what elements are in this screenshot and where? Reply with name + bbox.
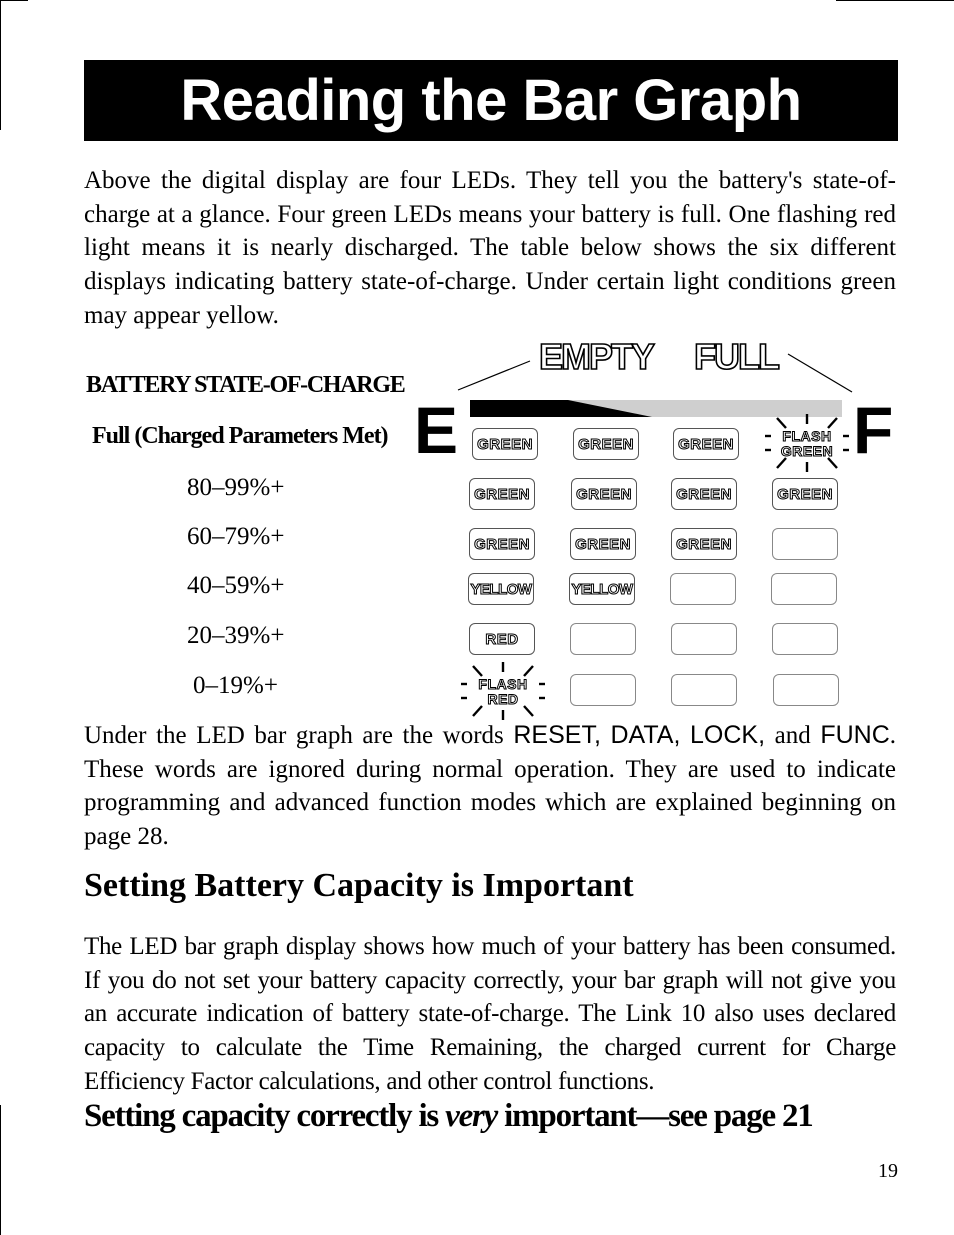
text-span: Setting capacity correctly is xyxy=(84,1098,446,1134)
led-flash-color-text: GREEN xyxy=(780,443,834,459)
led-green: GREEN xyxy=(469,478,535,510)
soc-row-label: 0–19%+ xyxy=(193,672,278,699)
word-data: DATA, xyxy=(610,721,681,749)
word-reset: RESET, xyxy=(513,721,601,749)
led-off xyxy=(773,674,839,706)
text-span: . These words are ignored during normal operation. They are used to indicate programming and advanced function modes which are explained beginning on page 28. xyxy=(84,722,896,851)
page-title: Reading the Bar Graph xyxy=(84,60,898,141)
text-span: important—see page 21 xyxy=(497,1098,813,1134)
intro-paragraph: Above the digital display are four LEDs. They tell you the battery's state-of-charge at a glance. Four green LEDs means your battery is full. One flashing red light means it is nearly discharged. The table below shows the six different displays indicating battery state-of-charge. Under certain light conditions green may appear yellow. xyxy=(84,167,896,329)
led-off xyxy=(671,623,737,655)
led-green: GREEN xyxy=(573,428,639,460)
led-yellow: YELLOW xyxy=(569,573,635,605)
scale-empty-label: EMPTY xyxy=(539,336,654,377)
capacity-callout xyxy=(84,1098,813,1135)
soc-row-label: 20–39%+ xyxy=(187,622,285,649)
led-green: GREEN xyxy=(469,528,535,560)
word-lock: LOCK, xyxy=(690,721,766,749)
led-flash-text: FLASH xyxy=(782,428,832,444)
scale-full-label: FULL xyxy=(694,336,778,377)
full-pointer-line xyxy=(788,354,852,392)
led-off xyxy=(771,573,837,605)
flash-rays-icon xyxy=(453,660,553,724)
word-func: FUNC xyxy=(820,721,890,749)
led-yellow: YELLOW xyxy=(468,573,534,605)
soc-full-label: Full (Charged Parameters Met) xyxy=(92,423,388,449)
led-green: GREEN xyxy=(673,428,739,460)
led-green: GREEN xyxy=(571,478,637,510)
led-off xyxy=(772,528,838,560)
page-number: 19 xyxy=(878,1160,898,1182)
led-green: GREEN xyxy=(472,428,538,460)
led-off xyxy=(570,674,636,706)
bar-graph-words-paragraph xyxy=(84,719,896,854)
emphasis-text: very xyxy=(445,1098,498,1134)
led-flash-text: FLASH xyxy=(478,676,528,692)
empty-letter: E xyxy=(414,393,459,467)
text-span: and xyxy=(765,722,821,749)
led-off xyxy=(671,674,737,706)
flash-rays-icon xyxy=(757,412,857,476)
empty-pointer-line xyxy=(458,361,530,390)
led-green: GREEN xyxy=(772,478,838,510)
full-letter: F xyxy=(853,393,894,467)
soc-heading: BATTERY STATE-OF-CHARGE xyxy=(86,372,405,398)
led-off xyxy=(570,623,636,655)
text-span: Under the LED bar graph are the words xyxy=(84,722,514,749)
soc-row-label: 80–99%+ xyxy=(187,474,285,501)
led-off xyxy=(670,573,736,605)
led-flash-color-text: RED xyxy=(487,691,519,707)
led-red: RED xyxy=(469,623,535,655)
led-green: GREEN xyxy=(671,478,737,510)
led-green: GREEN xyxy=(570,528,636,560)
capacity-paragraph: The LED bar graph display shows how much of your battery has been consumed. If you do not set your battery capacity correctly, your bar graph will not give you an accurate indication of battery state-of-charge. The Link 10 also uses declared capacity to calculate the Time Remaining, the charged current for Charge Efficiency Factor calculations, and other control functions. xyxy=(84,933,896,1095)
led-off xyxy=(772,623,838,655)
soc-row-label: 60–79%+ xyxy=(187,523,285,550)
soc-row-label: 40–59%+ xyxy=(187,572,285,599)
led-green: GREEN xyxy=(671,528,737,560)
section-heading: Setting Battery Capacity is Important xyxy=(84,867,634,904)
